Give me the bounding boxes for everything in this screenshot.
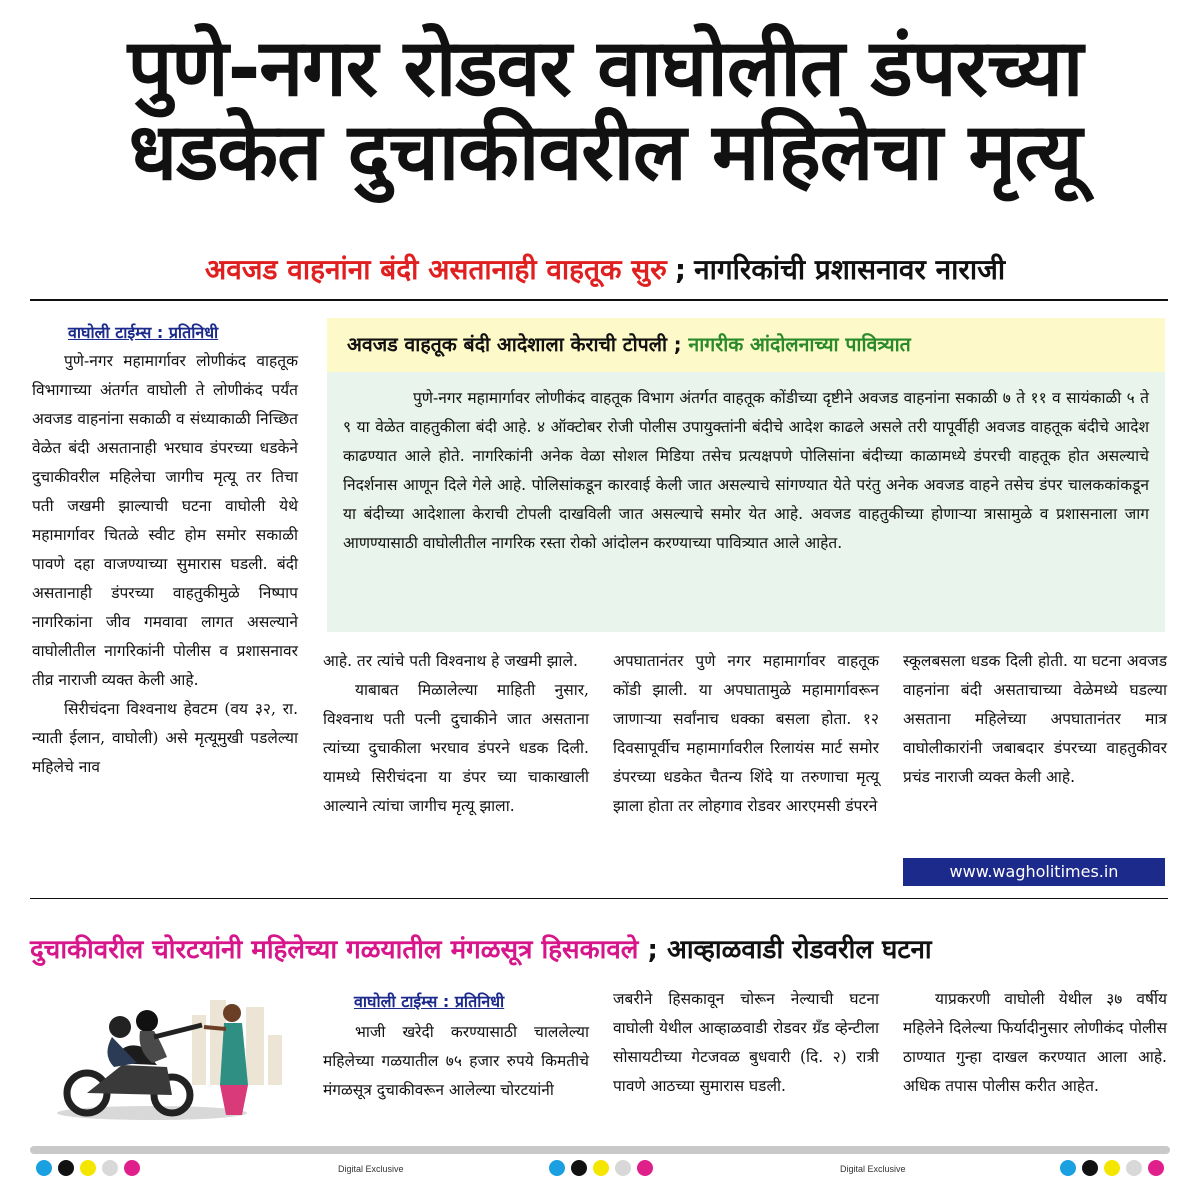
registration-dot xyxy=(637,1160,653,1176)
registration-dot xyxy=(1060,1160,1076,1176)
story1-column-1 xyxy=(32,347,298,782)
website-url[interactable]: www.wagholitimes.in xyxy=(903,858,1165,886)
registration-dot xyxy=(1082,1160,1098,1176)
story1-col1-para-1: पुणे-नगर महामार्गावर लोणीकंद वाहतूक विभागाच्या अंतर्गत वाघोली ते लोणीकंद पर्यंत अवजड वाहनांना सकाळी व संध्याकाळी निच्छित वेळेत बंदी असतानाही भरघाव डंपरच्या धडकेने दुचाकीवरील महिलेचा जागीच मृत्यू तर तिचा पती जखमी झाल्याची घटना वाघोली येथे महामार्गावर चितळे स्वीट होम समोर सकाळी पावणे दहा वाजण्याच्या सुमारास घडली. बंदी असतानाही डंपरच्या वाहतुकीमुळे निष्पाप नागरिकांना जीव गमवावा लागत असल्याने वाघोलीतील नागरिकांनी पोलीस व प्रशासनावर तीव्र नाराजी व्यक्त केली आहे. xyxy=(32,352,298,689)
box-headline-green: नागरीक आंदोलनाच्या पावित्र्यात xyxy=(688,333,911,356)
story2-headline-magenta: दुचाकीवरील चोरटयांनी महिलेच्या गळयातील मंगळसूत्र हिसकावले xyxy=(30,935,639,965)
registration-dot xyxy=(124,1160,140,1176)
story2-byline: वाघोली टाईम्स : प्रतिनिधी xyxy=(354,992,505,1011)
story2-headline-dark: आव्हाळवाडी रोडवरील घटना xyxy=(666,935,932,965)
registration-dot xyxy=(102,1160,118,1176)
story1-col4-para-1: स्कूलबसला धडक दिली होती. या घटना अवजड वाहनांना बंदी असताचाच्या वेळेमध्ये घडल्या असताना महिलेच्या अपघातानंतर मात्र वाघोलीकारांनी जबाबदार डंपरच्या वाहतुकीवर प्रचंड नाराजी व्यक्त केली आहे. xyxy=(903,652,1167,786)
story1-col2-para-1: आहे. तर त्यांचे पती विश्वनाथ हे जखमी झाले. xyxy=(323,652,578,670)
registration-dot xyxy=(571,1160,587,1176)
box-body-text: पुणे-नगर महामार्गावर लोणीकंद वाहतूक विभाग अंतर्गत वाहतूक कोंडीच्या दृष्टीने अवजड वाहनांना सकाळी ७ ते ११ व सायंकाळी ५ ते ९ या वेळेत वाहतुकीला बंदी आहे. ४ ऑक्टोबर रोजी पोलीस उपायुक्तांनी बंदीचे आदेश काढले असले तरी यापूर्वीही अवजड वाहतूक बंदीचे आदेश काढण्यात आले होते. नागरिकांनी अनेक वेळा सोशल मिडिया तसेच प्रत्यक्षपणे पोलिसांना बंदीच्या काळामध्ये डंपरची वाहतूक होत असल्याचे निदर्शनास आणून दिले गेले आहे. पोलिसांकडून कारवाई केली जात असल्याचे सांगण्यात येते परंतु अनेक अवजड वाहने तसेच डंपर चालककांकडून या बंदीच्या आदेशाला केराची टोपली दाखविली जात असल्याचे समोर येत आहे. अवजड वाहतुकीच्या होणाऱ्या त्रासामुळे व प्रशासनाला जाग आणण्यासाठी वाघोलीतील नागरिक रस्ता रोको आंदोलन करण्याच्या पावित्र्यात आले आहेत. xyxy=(343,389,1149,552)
story2-col2-text: जबरीने हिसकावून चोरून नेल्याची घटना वाघोली येथील आव्हाळवाडी रोडवर ग्रँड व्हेन्टीला सोसायटीच्या गेटजवळ बुधवारी (दि. २) रात्री पावणे आठच्या सुमारास घडली. xyxy=(613,990,879,1095)
sub-headline-separator: ; xyxy=(674,253,687,286)
sub-headline-red: अवजड वाहनांना बंदी असतानाही वाहतूक सुरु xyxy=(204,253,667,286)
registration-dot xyxy=(549,1160,565,1176)
box-headline xyxy=(327,318,1165,372)
registration-dot xyxy=(36,1160,52,1176)
story1-col2-para-2: याबाबत मिळालेल्या माहिती नुसार, विश्वनाथ पती पत्नी दुचाकीने जात असताना त्यांच्या दुचाकीला भरघाव डंपरने धडक दिली. यामध्ये सिरीचंदना या डंपर च्या चाकाखाली आल्याने त्यांचा जागीच मृत्यू झाला. xyxy=(323,681,589,815)
registration-dot xyxy=(1148,1160,1164,1176)
sub-headline xyxy=(30,250,1180,288)
registration-dot xyxy=(1126,1160,1142,1176)
box-headline-dark: अवजड वाहतूक बंदी आदेशाला केराची टोपली xyxy=(347,333,667,356)
registration-dot xyxy=(615,1160,631,1176)
story2-column-3 xyxy=(903,985,1167,1101)
story2-col3-text: याप्रकरणी वाघोली येथील ३७ वर्षीय महिलेने दिलेल्या फिर्यादीनुसार लोणीकंद पोलीस ठाण्यात गुन्हा दाखल करण्यात आला आहे. अधिक तपास पोलीस करीत आहेत. xyxy=(903,990,1167,1095)
sub-headline-dark: नागरिकांची प्रशासनावर नाराजी xyxy=(694,253,1006,286)
headline-line-1: पुणे-नगर रोडवर वाघोलीत डंपरच्या xyxy=(127,22,1083,114)
story2-headline-separator: ; xyxy=(647,935,658,965)
story1-byline: वाघोली टाईम्स : प्रतिनिधी xyxy=(68,323,219,342)
footer-label-1: Digital Exclusive xyxy=(338,1164,404,1174)
footer-bar xyxy=(30,1146,1170,1154)
divider-top xyxy=(30,299,1168,301)
story2-headline xyxy=(30,930,1180,966)
story2-column-1 xyxy=(323,1018,589,1105)
footer-label-2: Digital Exclusive xyxy=(840,1164,906,1174)
story1-col1-para-2: सिरीचंदना विश्वनाथ हेवटम (वय ३२, रा. न्याती ईलान, वाघोली) असे मृत्यूमुखी पडलेल्या महिलेचे नाव xyxy=(32,700,298,776)
divider-middle xyxy=(30,898,1168,899)
box-body xyxy=(327,372,1165,632)
main-headline xyxy=(30,22,1180,198)
registration-dot xyxy=(1104,1160,1120,1176)
story1-column-2 xyxy=(323,647,589,821)
headline-line-2: धडकेत दुचाकीवरील महिलेचा मृत्यू xyxy=(128,106,1082,198)
story2-col1-text: भाजी खरेदी करण्यासाठी चाललेल्या महिलेच्या गळयातील ७५ हजार रुपये किमतीचे मंगळसूत्र दुचाकीवरून आलेल्या चोरटयांनी xyxy=(323,1023,589,1099)
story1-col3-para-1: अपघातानंतर पुणे नगर महामार्गावर वाहतूक कोंडी झाली. या अपघातामुळे महामार्गावरून जाणाऱ्या सर्वांनाच धक्का बसला होता. १२ दिवसापूर्वीच महामार्गावरील रिलायंस मार्ट समोर डंपरच्या धडकेत चैतन्य शिंदे या तरुणाचा मृत्यू झाला होता तर लोहगाव रोडवर आरएमसी डंपरने xyxy=(613,652,879,815)
color-registration-dots-left xyxy=(36,1160,140,1176)
chain-snatching-illustration xyxy=(42,985,292,1125)
registration-dot xyxy=(80,1160,96,1176)
color-registration-dots-center xyxy=(549,1160,653,1176)
story2-column-2 xyxy=(613,985,879,1101)
story1-column-4 xyxy=(903,647,1167,792)
story1-column-3 xyxy=(613,647,879,821)
box-headline-separator: ; xyxy=(673,333,682,356)
registration-dot xyxy=(593,1160,609,1176)
registration-dot xyxy=(58,1160,74,1176)
color-registration-dots-right xyxy=(1060,1160,1164,1176)
